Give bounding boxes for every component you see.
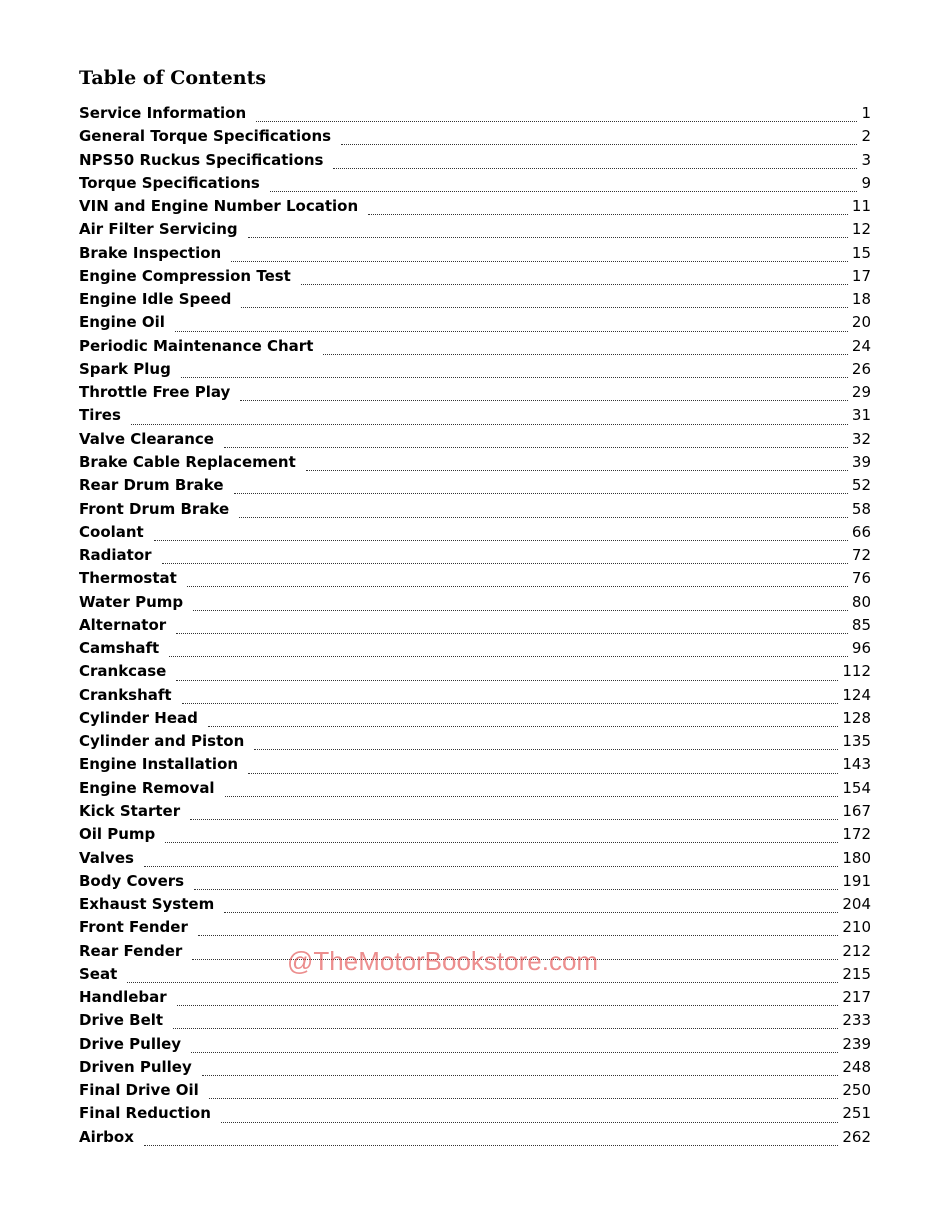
toc-entry-label: Front Fender [79, 918, 188, 937]
toc-entry-label: Service Information [79, 104, 247, 122]
dot-leader [254, 734, 838, 750]
toc-entry[interactable] [79, 918, 871, 941]
toc-entry-label: Cylinder and Piston [79, 732, 245, 751]
dot-leader [175, 316, 848, 332]
toc-entry[interactable] [79, 500, 871, 523]
toc-entry-label: Airbox [79, 1127, 134, 1146]
toc-entry-label: Engine Oil [79, 313, 165, 332]
dot-leader [202, 1060, 839, 1076]
toc-entry-label: Handlebar [79, 988, 167, 1007]
toc-entry-page-number: 210 [842, 918, 871, 937]
toc-entry-page-number: 212 [842, 941, 871, 960]
dot-leader [239, 502, 848, 518]
toc-entry-page-number: 172 [842, 825, 871, 844]
toc-entry[interactable] [79, 406, 871, 429]
toc-entry[interactable] [79, 802, 871, 825]
toc-entry-label: Radiator [79, 546, 152, 565]
toc-entry[interactable] [79, 313, 871, 336]
dot-leader [162, 548, 848, 564]
dot-leader [190, 804, 838, 820]
toc-entry-label: Periodic Maintenance Chart [79, 336, 314, 355]
toc-entry-label: General Torque Specifications [79, 127, 332, 146]
toc-entry-page-number: 72 [851, 546, 871, 565]
toc-entry[interactable] [79, 430, 871, 453]
dot-leader [301, 269, 848, 285]
toc-entry-page-number: 1 [861, 104, 871, 122]
toc-entry[interactable] [79, 1058, 871, 1081]
dot-leader [241, 292, 848, 308]
toc-entry[interactable] [79, 197, 871, 220]
toc-entry[interactable] [79, 942, 871, 965]
toc-entry-page-number: 239 [842, 1034, 871, 1053]
toc-entry-label: Crankshaft [79, 685, 172, 704]
dot-leader [256, 106, 857, 122]
toc-entry-page-number: 26 [851, 359, 871, 378]
dot-leader [181, 362, 848, 378]
toc-entry-page-number: 80 [851, 592, 871, 611]
toc-entry-page-number: 251 [842, 1104, 871, 1123]
toc-entry-label: Water Pump [79, 592, 184, 611]
dot-leader [240, 385, 848, 401]
toc-entry[interactable] [79, 383, 871, 406]
toc-entry-label: Oil Pump [79, 825, 156, 844]
page-title: Table of Contents [79, 67, 267, 89]
dot-leader [176, 665, 838, 681]
dot-leader [131, 409, 848, 425]
toc-entry-label: Air Filter Servicing [79, 220, 238, 239]
toc-entry-page-number: 180 [842, 848, 871, 867]
toc-entry-label: Torque Specifications [79, 173, 260, 192]
watermark: @TheMotorBookstore.com [287, 946, 599, 976]
toc-entry-page-number: 17 [851, 266, 871, 285]
dot-leader [177, 990, 839, 1006]
dot-leader [165, 827, 838, 843]
dot-leader [169, 641, 848, 657]
dot-leader [248, 222, 848, 238]
dot-leader [248, 758, 838, 774]
dot-leader [127, 967, 838, 983]
toc-entry-label: Alternator [79, 615, 167, 634]
toc-entry-label: Camshaft [79, 639, 160, 658]
toc-entry[interactable] [79, 709, 871, 732]
dot-leader [221, 1107, 838, 1123]
toc-entry-page-number: 135 [842, 732, 871, 751]
toc-entry-page-number: 233 [842, 1011, 871, 1030]
toc-entry[interactable] [79, 290, 871, 313]
dot-leader [306, 455, 848, 471]
toc-entry[interactable] [79, 127, 871, 150]
toc-entry-page-number: 128 [842, 708, 871, 727]
dot-leader [209, 1083, 839, 1099]
toc-entry[interactable] [79, 1011, 871, 1034]
toc-entry-page-number: 191 [842, 871, 871, 890]
toc-entry-label: Engine Removal [79, 778, 215, 797]
toc-entry-label: VIN and Engine Number Location [79, 197, 359, 216]
toc-entry[interactable] [79, 220, 871, 243]
dot-leader [144, 851, 838, 867]
toc-entry-label: Cylinder Head [79, 708, 198, 727]
toc-entry[interactable] [79, 849, 871, 872]
toc-entry-page-number: 9 [861, 173, 871, 192]
toc-entry-label: Tires [79, 406, 121, 425]
toc-entry-page-number: 262 [842, 1127, 871, 1146]
toc-entry[interactable] [79, 453, 871, 476]
toc-entry-page-number: 112 [842, 662, 871, 681]
toc-entry-page-number: 39 [851, 452, 871, 471]
toc-entry-page-number: 167 [842, 801, 871, 820]
toc-entry-label: Valve Clearance [79, 429, 214, 448]
toc-entry[interactable] [79, 593, 871, 616]
toc-entry-page-number: 31 [851, 406, 871, 425]
toc-entry[interactable] [79, 1128, 871, 1151]
toc-entry[interactable] [79, 988, 871, 1011]
toc-entry-label: Brake Cable Replacement [79, 452, 296, 471]
toc-entry-page-number: 204 [842, 895, 871, 914]
toc-entry-page-number: 66 [851, 522, 871, 541]
toc-entry-page-number: 215 [842, 964, 871, 983]
toc-entry-label: Throttle Free Play [79, 383, 231, 402]
toc-entry-page-number: 32 [851, 429, 871, 448]
toc-entry-label: Engine Idle Speed [79, 290, 232, 309]
dot-leader [193, 595, 848, 611]
toc-entry[interactable] [79, 244, 871, 267]
dot-leader [234, 478, 848, 494]
toc-list [79, 104, 871, 1151]
dot-leader [154, 525, 848, 541]
toc-entry[interactable] [79, 755, 871, 778]
toc-entry-label: Exhaust System [79, 895, 215, 914]
toc-entry-page-number: 18 [851, 290, 871, 309]
dot-leader [144, 1130, 838, 1146]
dot-leader [192, 944, 838, 960]
toc-entry[interactable] [79, 1081, 871, 1104]
toc-entry[interactable] [79, 1035, 871, 1058]
toc-entry-page-number: 143 [842, 755, 871, 774]
toc-entry[interactable] [79, 686, 871, 709]
toc-entry-label: Spark Plug [79, 359, 171, 378]
dot-leader [191, 1037, 838, 1053]
toc-entry-page-number: 24 [851, 336, 871, 355]
toc-entry-page-number: 52 [851, 476, 871, 495]
toc-entry-label: Engine Compression Test [79, 266, 291, 285]
dot-leader [231, 246, 848, 262]
toc-entry-page-number: 154 [842, 778, 871, 797]
toc-entry-label: Final Drive Oil [79, 1081, 199, 1100]
toc-entry-page-number: 29 [851, 383, 871, 402]
toc-entry-label: NPS50 Ruckus Specifications [79, 150, 324, 169]
dot-leader [225, 781, 839, 797]
dot-leader [270, 176, 858, 192]
dot-leader [224, 432, 848, 448]
toc-entry[interactable] [79, 174, 871, 197]
toc-entry-page-number: 76 [851, 569, 871, 588]
dot-leader [198, 920, 838, 936]
toc-entry-page-number: 96 [851, 639, 871, 658]
toc-entry[interactable] [79, 662, 871, 685]
toc-entry-label: Kick Starter [79, 801, 181, 820]
dot-leader [176, 618, 848, 634]
toc-entry-label: Rear Drum Brake [79, 476, 224, 495]
toc-entry-label: Thermostat [79, 569, 177, 588]
toc-entry-label: Crankcase [79, 662, 167, 681]
toc-entry-label: Rear Fender [79, 941, 183, 960]
dot-leader [341, 129, 857, 145]
toc-entry-page-number: 2 [861, 127, 871, 146]
toc-entry-page-number: 85 [851, 615, 871, 634]
dot-leader [182, 688, 839, 704]
toc-entry-label: Drive Pulley [79, 1034, 182, 1053]
dot-leader [368, 199, 848, 215]
toc-entry-label: Brake Inspection [79, 243, 222, 262]
toc-entry[interactable] [79, 476, 871, 499]
toc-entry-label: Engine Installation [79, 755, 239, 774]
dot-leader [173, 1013, 838, 1029]
toc-entry[interactable] [79, 523, 871, 546]
toc-entry-page-number: 12 [851, 220, 871, 239]
toc-entry-label: Front Drum Brake [79, 499, 230, 518]
dot-leader [194, 874, 838, 890]
toc-entry-page-number: 248 [842, 1057, 871, 1076]
toc-entry[interactable] [79, 104, 871, 127]
toc-entry[interactable] [79, 337, 871, 360]
dot-leader [187, 571, 848, 587]
toc-entry-page-number: 11 [851, 197, 871, 216]
toc-entry[interactable] [79, 895, 871, 918]
toc-entry-page-number: 15 [851, 243, 871, 262]
toc-entry[interactable] [79, 267, 871, 290]
dot-leader [333, 153, 857, 169]
toc-entry-label: Drive Belt [79, 1011, 164, 1030]
toc-entry[interactable] [79, 546, 871, 569]
toc-entry[interactable] [79, 639, 871, 662]
toc-entry-page-number: 3 [861, 150, 871, 169]
toc-entry-label: Final Reduction [79, 1104, 211, 1123]
toc-entry[interactable] [79, 732, 871, 755]
toc-entry[interactable] [79, 151, 871, 174]
toc-entry[interactable] [79, 779, 871, 802]
dot-leader [224, 897, 838, 913]
toc-entry-label: Body Covers [79, 871, 185, 890]
toc-entry-label: Seat [79, 964, 118, 983]
dot-leader [208, 711, 838, 727]
toc-entry[interactable] [79, 825, 871, 848]
toc-entry-page-number: 58 [851, 499, 871, 518]
toc-entry[interactable] [79, 569, 871, 592]
toc-entry-label: Coolant [79, 522, 144, 541]
dot-leader [323, 339, 848, 355]
toc-entry-page-number: 250 [842, 1081, 871, 1100]
toc-entry-label: Valves [79, 848, 134, 867]
toc-entry[interactable] [79, 360, 871, 383]
toc-entry-page-number: 217 [842, 988, 871, 1007]
toc-entry-page-number: 20 [851, 313, 871, 332]
toc-entry-label: Driven Pulley [79, 1057, 192, 1076]
toc-entry[interactable] [79, 616, 871, 639]
toc-entry[interactable] [79, 1104, 871, 1127]
toc-entry[interactable] [79, 872, 871, 895]
toc-entry[interactable] [79, 965, 871, 988]
toc-entry-page-number: 124 [842, 685, 871, 704]
